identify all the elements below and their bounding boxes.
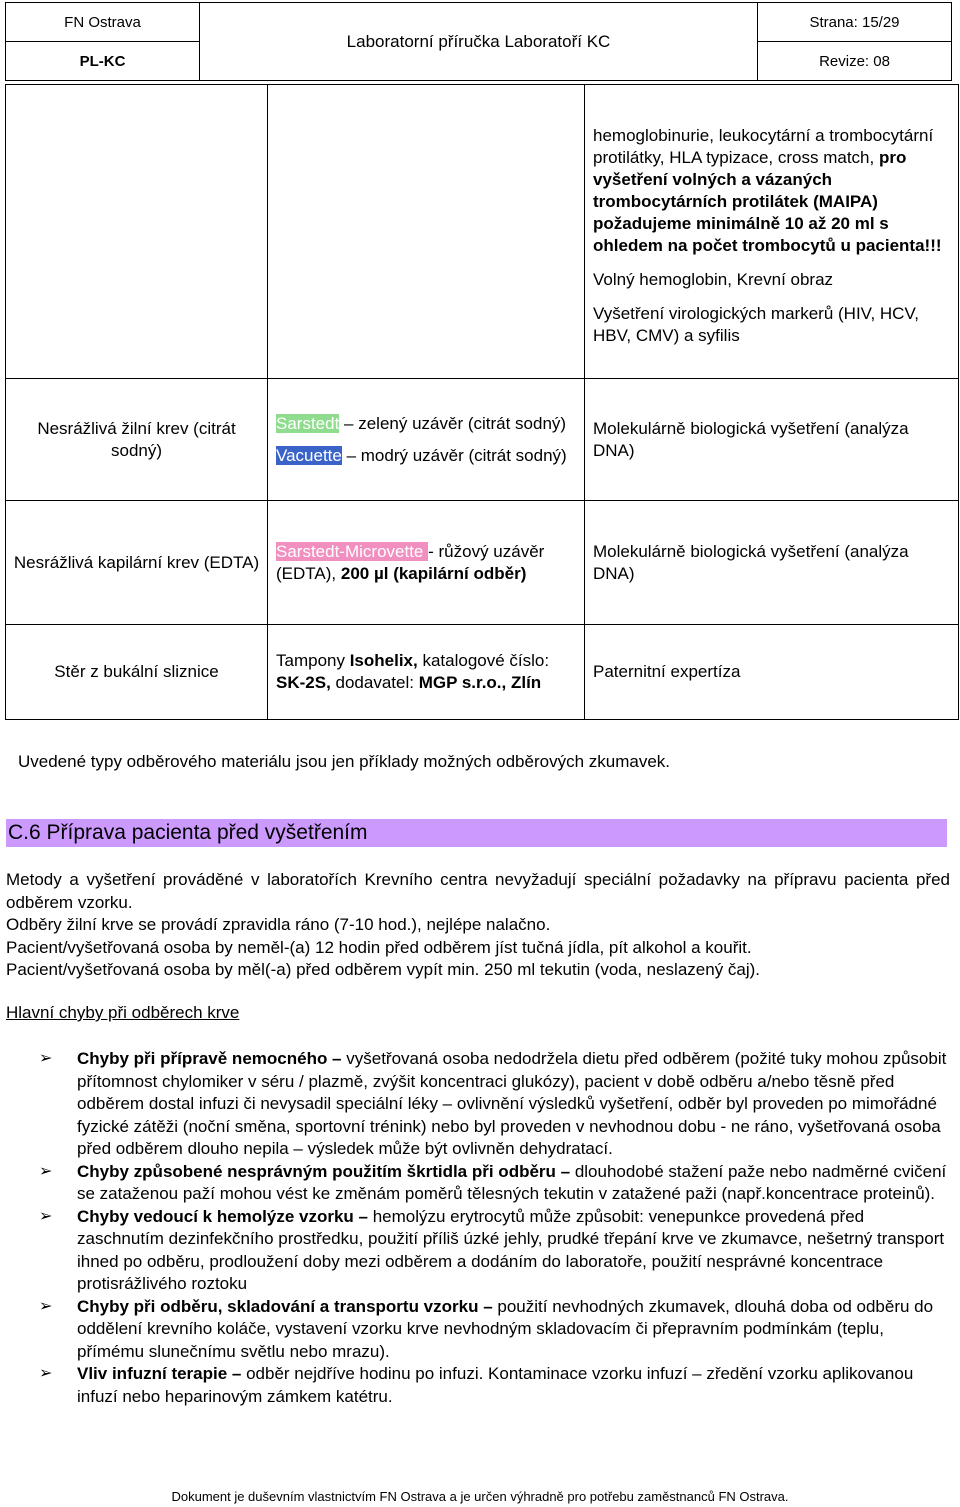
table-row: [6, 501, 959, 625]
tube-text-bold: 200 µl (kapilární odběr): [340, 563, 527, 583]
tube-brand: Sarstedt-Microvette: [276, 541, 429, 561]
list-item: ➢ Chyby při přípravě nemocného – vyšetřovaná osoba nedodržela dietu před odběrem (požité tuky mohou způsobit přítomnost chylomiker v séru / plazmě, zvýšit koncentraci glukózy), pacient v době odběru a/nebo těsně před odběrem dostal infuzi či nevysadil speciální léky – ovlivnění výsledků vyšetření, odběr byl proveden po mimořádné fyzické zátěži (noční směna, sportovní trénink) nebo byl proveden v nevhodnou dobu - ne ráno, vyšetřovaná osoba před odběrem dlouho nepila – výsledek může být ovlivněn dehydratací.: [39, 1049, 947, 1158]
list-item: ➢ Chyby při odběru, skladování a transportu vzorku – použití nevhodných zkumavek, dlouhá doba od odběru do oddělení krevního koláče, vystavení vzorku krve nevhodným skladovacím či přepravním podmínkám (teplu, přímému slunečnímu světlu nebo mrazu).: [39, 1296, 934, 1361]
tube-text: – modrý uzávěr (citrát sodný): [341, 445, 567, 465]
cell-tube: [268, 379, 585, 501]
arrow-bullet-icon: ➢: [39, 1207, 53, 1225]
cell-material: Nesrážlivá žilní krev (citrát sodný): [6, 379, 268, 501]
table-row: [6, 85, 959, 379]
cell-material: Stěr z bukální sliznice: [6, 625, 268, 720]
paragraph: Pacient/vyšetřovaná osoba by měl(-a) před odběrem vypít min. 250 ml tekutin (voda, neslazený čaj).: [6, 960, 761, 979]
tube-brand: Sarstedt: [276, 413, 340, 433]
tests-text: Volný hemoglobin, Krevní obraz: [593, 269, 834, 289]
table-row: [6, 379, 959, 501]
tube-text: - růžový uzávěr (EDTA),: [276, 541, 545, 583]
tube-text: – zelený uzávěr (citrát sodný): [339, 413, 567, 433]
header-revision: Revize: 08: [758, 42, 952, 81]
tests-text-bold: pro vyšetření volných a vázaných trombocytárních protilátek (MAIPA) požadujeme minimálně 10 až 20 ml s ohledem na počet trombocytů u pacienta!!!: [593, 147, 942, 255]
header-page: Strana: 15/29: [758, 3, 952, 42]
paragraph: Metody a vyšetření prováděné v laboratořích Krevního centra nevyžadují speciální požadavky na přípravu pacienta před odběrem vzorku.: [6, 870, 950, 912]
list-item: ➢ Chyby vedoucí k hemolýze vzorku – hemolýzu erytrocytů může způsobit: venepunkce provedená před zaschnutím dezinfekčního prostředku, použití příliš úzké jehly, prudké třepání krve ve zkumavce, nešetrný transport ihned po odběru, prodloužení doby mezi odběrem a dodáním do laboratoře, použití nesprávné koncentrace protisrážlivého roztoku: [39, 1206, 945, 1293]
header-title: Laboratorní příručka Laboratoří KC: [200, 3, 758, 81]
arrow-bullet-icon: ➢: [39, 1162, 53, 1180]
document-header: [5, 2, 952, 81]
cell-material: Nesrážlivá kapilární krev (EDTA): [6, 501, 268, 625]
list-item: ➢ Vliv infuzní terapie – odběr nejdříve hodinu po infuzi. Kontaminace vzorku infuzí – zředění vzorku aplikovanou infuzí nebo heparinovým zámkem katétru.: [39, 1364, 914, 1406]
cell-tests: Molekulárně biologická vyšetření (analýza DNA): [585, 501, 959, 625]
tests-text: Vyšetření virologických markerů (HIV, HCV, HBV, CMV) a syfilis: [593, 303, 919, 345]
subheading: Hlavní chyby při odběrech krve: [6, 1003, 240, 1022]
error-list: [6, 1048, 950, 1408]
paragraph: Pacient/vyšetřovaná osoba by neměl-(a) 12 hodin před odběrem jíst tučná jídla, pít alkohol a kouřit.: [6, 937, 752, 957]
arrow-bullet-icon: ➢: [39, 1365, 53, 1382]
cell-tests: Molekulárně biologická vyšetření (analýza DNA): [585, 379, 959, 501]
header-code: PL-KC: [6, 42, 200, 81]
section-body: [6, 869, 950, 982]
table-row: [6, 625, 959, 720]
section-heading: C.6 Příprava pacienta před vyšetřením: [6, 819, 947, 847]
cell-tests: [585, 85, 959, 379]
arrow-bullet-icon: ➢: [39, 1297, 53, 1315]
cell-tube: [268, 501, 585, 625]
arrow-bullet-icon: ➢: [39, 1050, 53, 1067]
header-org: FN Ostrava: [6, 3, 200, 42]
paragraph: Odběry žilní krve se provádí zpravidla ráno (7-10 hod.), nejlépe nalačno.: [6, 915, 551, 934]
cell-tests: Paternitní expertíza: [585, 625, 959, 720]
table-note: Uvedené typy odběrového materiálu jsou jen příklady možných odběrových zkumavek.: [18, 752, 671, 771]
tube-brand: Vacuette: [276, 445, 342, 465]
specimen-table: [5, 84, 959, 720]
page-footer: Dokument je duševním vlastnictvím FN Ostrava a je určen výhradně pro potřebu zaměstnanců FN Ostrava.: [171, 1489, 789, 1504]
list-item: ➢ Chyby způsobené nesprávným použitím škrtidla při odběru – dlouhodobé stažení paže nebo nadměrné cvičení se zataženou paží mohou vést ke změnám poměrů tělesných tekutin v zatažené paži (např.koncentrace proteinů).: [39, 1161, 947, 1203]
cell-tube: [268, 85, 585, 379]
cell-tube: Tampony Isohelix, katalogové číslo: SK-2S, dodavatel: MGP s.r.o., Zlín: [268, 625, 585, 720]
cell-material: [6, 85, 268, 379]
tests-text: hemoglobinurie, leukocytární a trombocytární protilátky, HLA typizace, cross match,: [593, 125, 934, 167]
